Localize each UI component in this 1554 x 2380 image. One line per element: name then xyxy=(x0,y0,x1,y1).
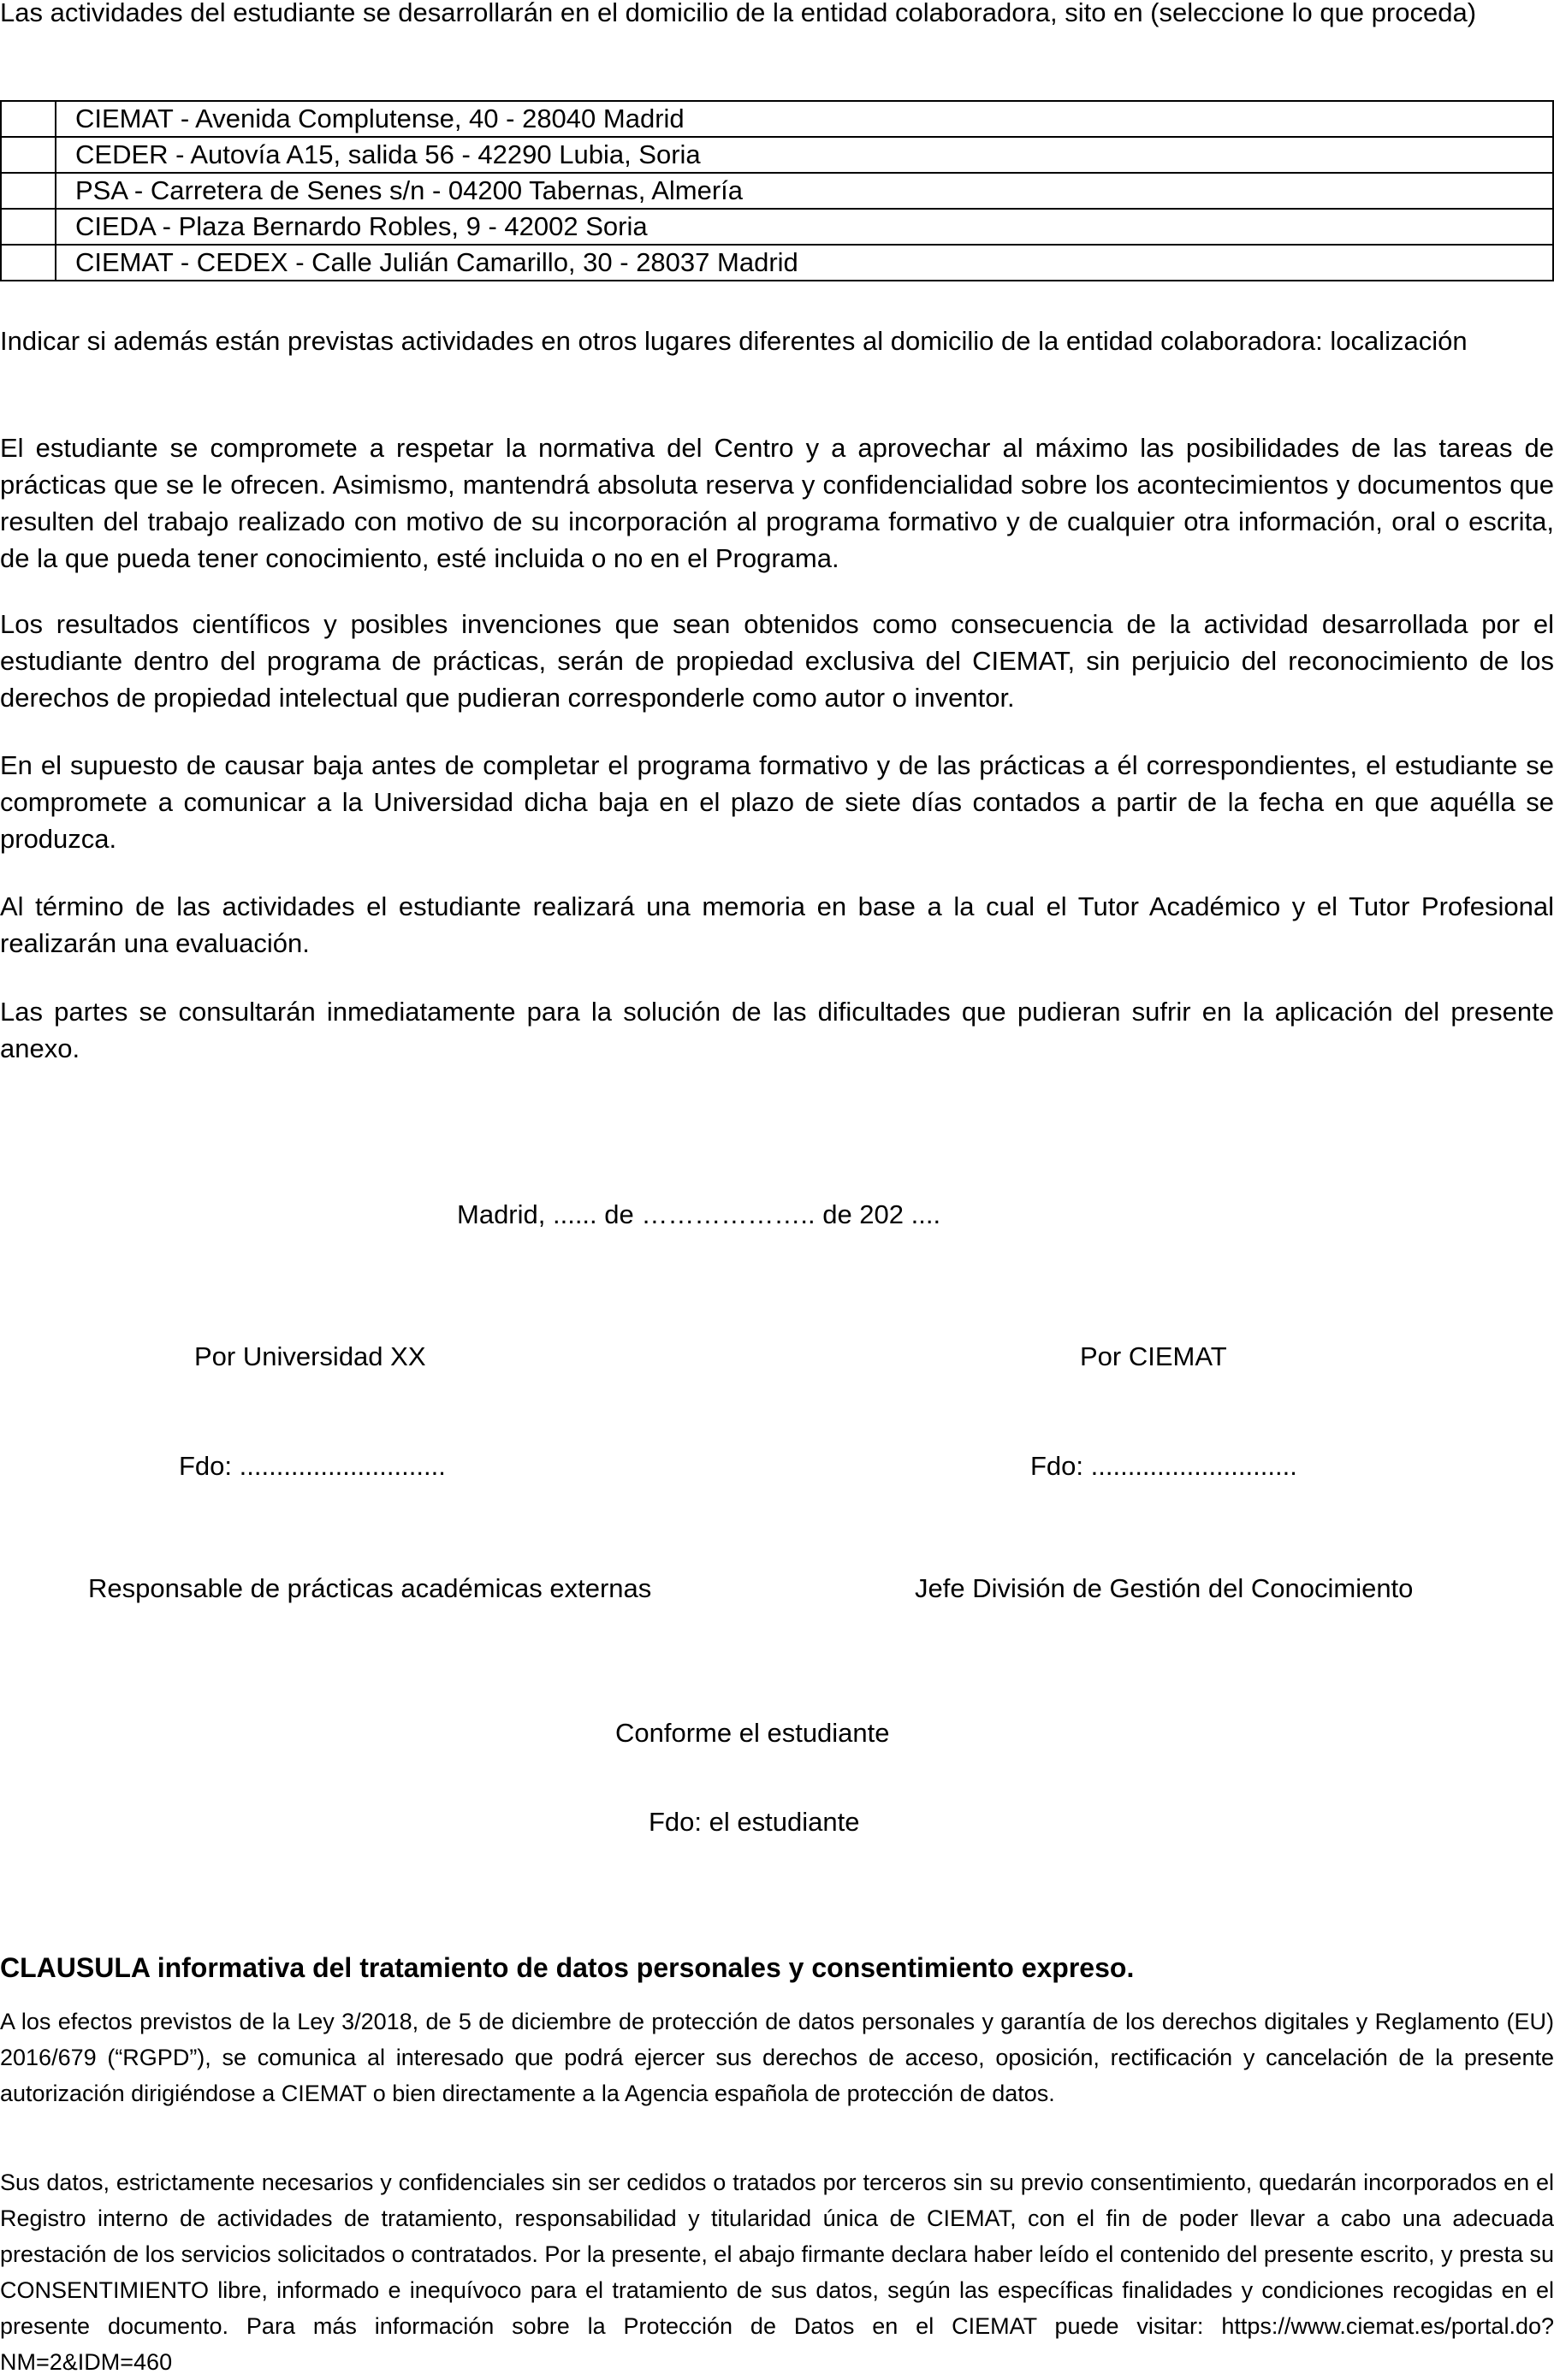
commitment-paragraph: El estudiante se compromete a respetar la normativa del Centro y a aprovechar al máximo las posibilidades de las tareas de prácticas que se le ofrecen. Asimismo, mantendrá absoluta reserva y confidencialidad sobre los acontecimientos y documentos que resulten del trabajo realizado con motivo de su incorporación al programa formativo y de cualquier otra información, oral o escrita, de la que pueda tener conocimiento, esté incluida o no en el Programa. xyxy=(0,433,1554,573)
table-row xyxy=(1,209,1553,245)
student-conform: Conforme el estudiante xyxy=(615,1718,890,1748)
location-checkbox[interactable] xyxy=(1,173,56,209)
table-row xyxy=(1,137,1553,173)
left-role: Responsable de prácticas académicas externas xyxy=(88,1573,652,1603)
evaluation-paragraph: Al término de las actividades el estudiante realizará una memoria en base a la cual el Tutor Académico y el Tutor Profesional realizarán una evaluación. xyxy=(0,891,1554,958)
location-label: PSA - Carretera de Senes s/n - 04200 Tabernas, Almería xyxy=(56,173,1553,209)
location-checkbox[interactable] xyxy=(1,137,56,173)
student-signature: Fdo: el estudiante xyxy=(649,1807,860,1837)
clause-title: CLAUSULA informativa del tratamiento de datos personales y consentimiento expreso. xyxy=(0,1952,1135,1983)
table-row xyxy=(1,101,1553,137)
location-label: CIEMAT - CEDEX - Calle Julián Camarillo, 30 - 28037 Madrid xyxy=(56,245,1553,281)
location-label: CIEMAT - Avenida Complutense, 40 - 28040 Madrid xyxy=(56,101,1553,137)
clause-paragraph-1: A los efectos previstos de la Ley 3/2018, de 5 de diciembre de protección de datos personales y garantía de los derechos digitales y Reglamento (EU) 2016/679 (“RGPD”), se comunica al interesado que podrá ejercer sus derechos de acceso, oposición, rectificación y cancelación de la presente autorización dirigiéndose a CIEMAT o bien directamente a la Agencia española de protección de datos. xyxy=(0,2009,1554,2106)
left-signature: Fdo: ............................ xyxy=(179,1451,446,1481)
right-signature: Fdo: ............................ xyxy=(1030,1451,1297,1481)
intro-paragraph: Las actividades del estudiante se desarrollarán en el domicilio de la entidad colaboradora, sito en (seleccione lo que proceda) xyxy=(0,0,1477,27)
location-table xyxy=(0,100,1554,281)
location-checkbox[interactable] xyxy=(1,209,56,245)
left-party: Por Universidad XX xyxy=(194,1341,426,1371)
consultation-paragraph: Las partes se consultarán inmediatamente para la solución de las dificultades que pudieran sufrir en la aplicación del presente anexo. xyxy=(0,997,1554,1063)
results-paragraph: Los resultados científicos y posibles invenciones que sean obtenidos como consecuencia de la actividad desarrollada por el estudiante dentro del programa de prácticas, serán de propiedad exclusiva del CIEMAT, sin perjuicio del reconocimiento de los derechos de propiedad intelectual que pudieran corresponderle como autor o inventor. xyxy=(0,609,1554,713)
table-row xyxy=(1,245,1553,281)
location-checkbox[interactable] xyxy=(1,101,56,137)
location-checkbox[interactable] xyxy=(1,245,56,281)
location-label: CEDER - Autovía A15, salida 56 - 42290 Lubia, Soria xyxy=(56,137,1553,173)
date-line: Madrid, ...... de ……………….. de 202 .... xyxy=(457,1199,941,1229)
clause-paragraph-2: Sus datos, estrictamente necesarios y confidenciales sin ser cedidos o tratados por terceros sin su previo consentimiento, quedarán incorporados en el Registro interno de actividades de tratamiento, responsabilidad y titularidad única de CIEMAT, con el fin de poder llevar a cabo una adecuada prestación de los servicios solicitados o contratados. Por la presente, el abajo firmante declara haber leído el contenido del presente escrito, y presta su CONSENTIMIENTO libre, informado e inequívoco para el tratamiento de sus datos, según las específicas finalidades y condiciones recogidas en el presente documento. Para más información sobre la Protección de Datos en el CIEMAT puede visitar: https://www.ciemat.es/portal.do?NM=2&IDM=460 xyxy=(0,2170,1554,2375)
location-label: CIEDA - Plaza Bernardo Robles, 9 - 42002 Soria xyxy=(56,209,1553,245)
other-locations-paragraph: Indicar si además están previstas actividades en otros lugares diferentes al domicilio de la entidad colaboradora: localización xyxy=(0,326,1468,356)
table-row xyxy=(1,173,1553,209)
right-party: Por CIEMAT xyxy=(1080,1341,1227,1371)
withdrawal-paragraph: En el supuesto de causar baja antes de completar el programa formativo y de las prácticas a él correspondientes, el estudiante se compromete a comunicar a la Universidad dicha baja en el plazo de siete días contados a partir de la fecha en que aquélla se produzca. xyxy=(0,750,1554,854)
right-role: Jefe División de Gestión del Conocimiento xyxy=(915,1573,1414,1603)
